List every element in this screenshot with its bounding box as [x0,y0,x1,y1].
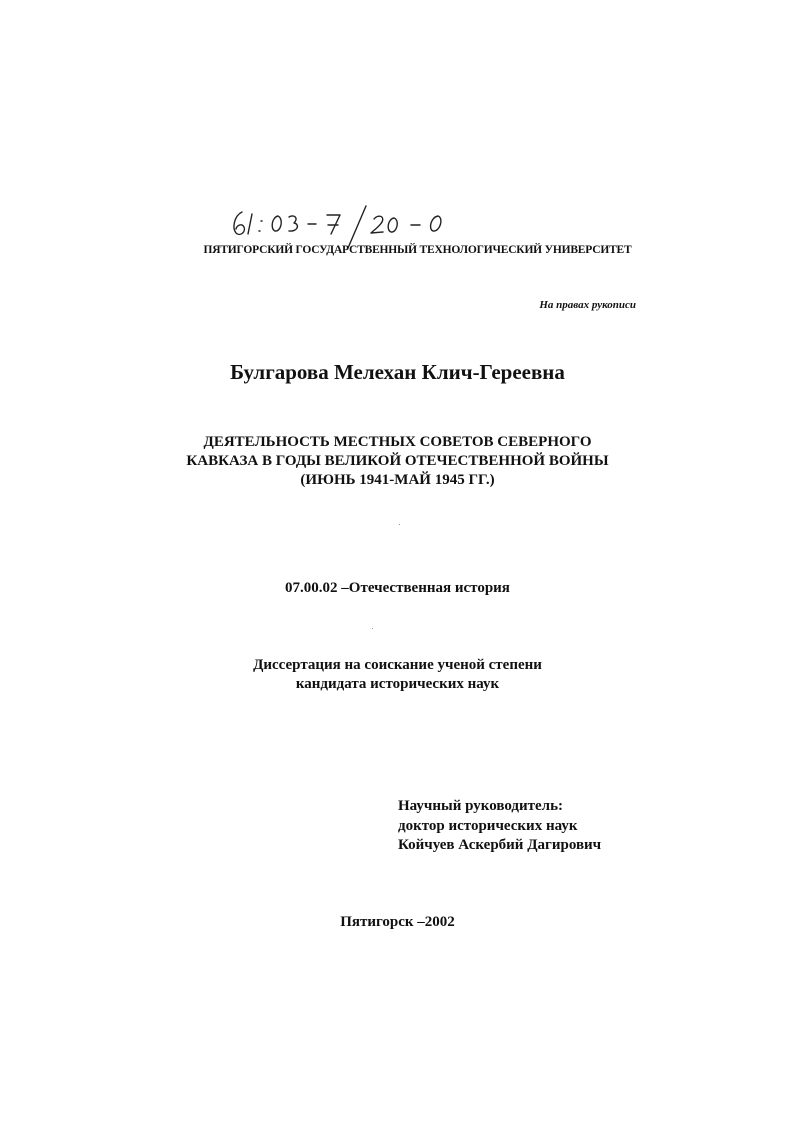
scan-speck [399,524,400,525]
scan-speck [372,628,373,629]
dissertation-title [0,433,795,490]
city-year: Пятигорск –2002 [340,914,455,930]
rights-note: На правах рукописи [539,299,636,311]
advisor-name: Койчуев Аскербий Дагирович [398,837,602,853]
title-line: (ИЮНЬ 1941-МАЙ 1945 ГГ.) [300,472,495,488]
advisor-degree: доктор исторических наук [398,817,578,834]
title-line: ДЕЯТЕЛЬНОСТЬ МЕСТНЫХ СОВЕТОВ СЕВЕРНОГО [203,434,592,450]
degree-statement [0,656,795,694]
specialty-code: 07.00.02 –Отечественная история [285,580,510,596]
degree-line: Диссертация на соискание ученой степени [253,657,542,673]
handwritten-catalog-number [228,202,488,248]
scientific-advisor [398,797,601,856]
title-line: КАВКАЗА В ГОДЫ ВЕЛИКОЙ ОТЕЧЕСТВЕННОЙ ВОЙНЫ [186,453,609,469]
author-name: Булгарова Мелехан Клич-Гереевна [230,360,565,384]
university-name: ПЯТИГОРСКИЙ ГОСУДАРСТВЕННЫЙ ТЕХНОЛОГИЧЕСКИЙ УНИВЕРСИТЕТ [203,244,632,256]
advisor-label: Научный руководитель: [398,798,563,814]
degree-line: кандидата исторических наук [295,676,500,692]
